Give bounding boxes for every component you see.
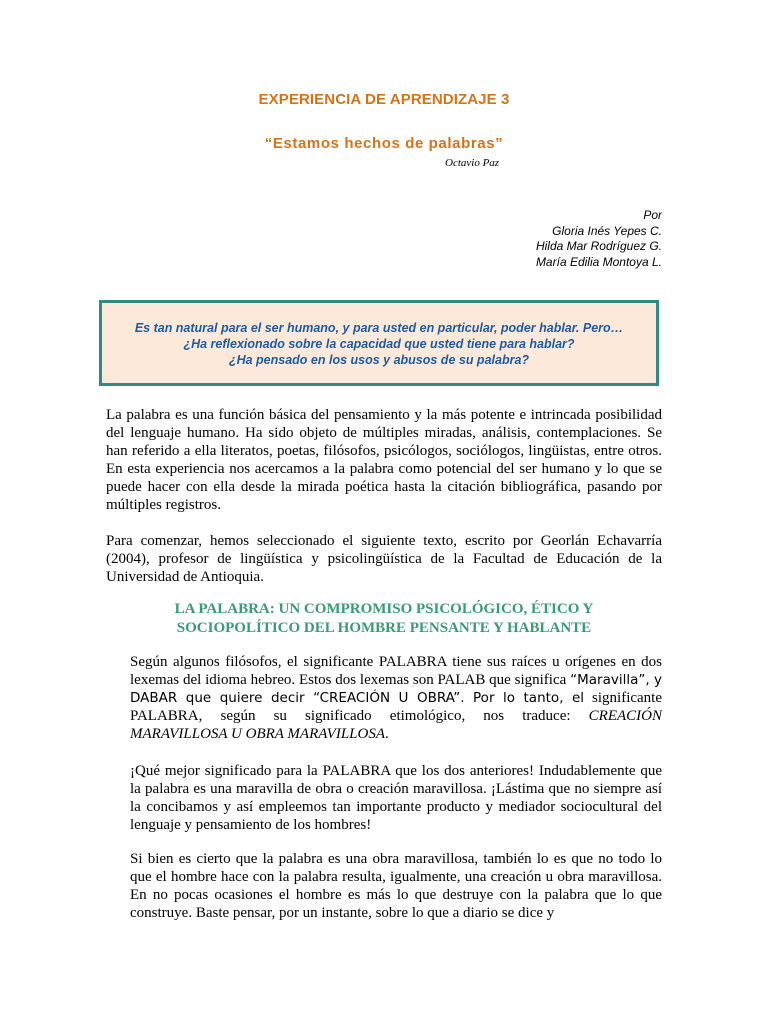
paragraph-text-mono: “Maravilla”, y DABAR que quiere decir “CREACIÓN U OBRA”. Por lo tanto, el bbox=[130, 672, 662, 706]
paragraph-text-italic: CREACIÓN MARAVILLOSA U OBRA MARAVILLOSA bbox=[130, 708, 662, 742]
callout-box bbox=[99, 300, 659, 386]
authors-by: Por bbox=[643, 208, 662, 222]
section-heading-line: SOCIOPOLÍTICO DEL HOMBRE PENSANTE Y HABLANTE bbox=[176, 620, 592, 636]
author-name: María Edilia Montoya L. bbox=[535, 254, 662, 269]
intro-paragraph-2: Para comenzar, hemos seleccionado el siguiente texto, escrito por Georlán Echavarría (2004), profesor de lingüística y psicolingüística de la Facultad de Educación de la Universidad de Antioquia. bbox=[106, 533, 662, 585]
callout-line: ¿Ha pensado en los usos y abusos de su palabra? bbox=[228, 353, 530, 367]
callout-line: Es tan natural para el ser humano, y para usted en particular, poder hablar. Pero… bbox=[134, 321, 624, 335]
paragraph-text: Según algunos filósofos, el significante PALABRA tiene sus raíces u orígenes en dos lexemas del idioma hebreo. Estos dos lexemas son PALAB que significa bbox=[130, 654, 662, 688]
document-title: EXPERIENCIA DE APRENDIZAJE 3 bbox=[258, 91, 510, 108]
paragraph-text: . bbox=[385, 726, 389, 742]
section-heading bbox=[0, 600, 768, 638]
epigraph-quote: “Estamos hechos de palabras” bbox=[264, 135, 504, 152]
paragraph-text: significante PALABRA, según su significado etimológico, nos traduce: bbox=[130, 690, 663, 724]
author-name: Gloria Inés Yepes C. bbox=[552, 223, 662, 238]
authors-block bbox=[536, 208, 662, 270]
callout-line: ¿Ha reflexionado sobre la capacidad que usted tiene para hablar? bbox=[183, 337, 575, 351]
intro-paragraph-1: La palabra es una función básica del pensamiento y la más potente e intrincada posibilidad del lenguaje humano. Ha sido objeto de múltiples miradas, análisis, contemplaciones. Se han referido a ella literatos, poetas, filósofos, psicólogos, sociólogos, lingüistas, entre otros. En esta experiencia nos acercamos a la palabra como potencial del ser humano y lo que se puede hacer con ella desde la mirada poética hasta la citación bibliográfica, pasando por múltiples registros. bbox=[106, 407, 662, 513]
section-heading-line: LA PALABRA: UN COMPROMISO PSICOLÓGICO, ÉTICO Y bbox=[174, 601, 594, 617]
section-paragraph-1 bbox=[130, 653, 662, 743]
author-name: Hilda Mar Rodríguez G. bbox=[535, 239, 662, 253]
section-paragraph-2: ¡Qué mejor significado para la PALABRA que los dos anteriores! Indudablemente que la palabra es una maravilla de obra o creación maravillosa. ¡Lástima que no siempre así la concibamos y así empleemos tan importante producto y mediador sociocultural del lenguaje y pensamiento de los hombres! bbox=[130, 763, 662, 833]
section-paragraph-3: Si bien es cierto que la palabra es una obra maravillosa, también lo es que no todo lo que el hombre hace con la palabra resulta, igualmente, una creación u obra maravillosa. En no pocas ocasiones el hombre es más lo que destruye con la palabra que lo que construye. Baste pensar, por un instante, sobre lo que a diario se dice y bbox=[130, 851, 662, 921]
epigraph-author: Octavio Paz bbox=[445, 157, 500, 169]
